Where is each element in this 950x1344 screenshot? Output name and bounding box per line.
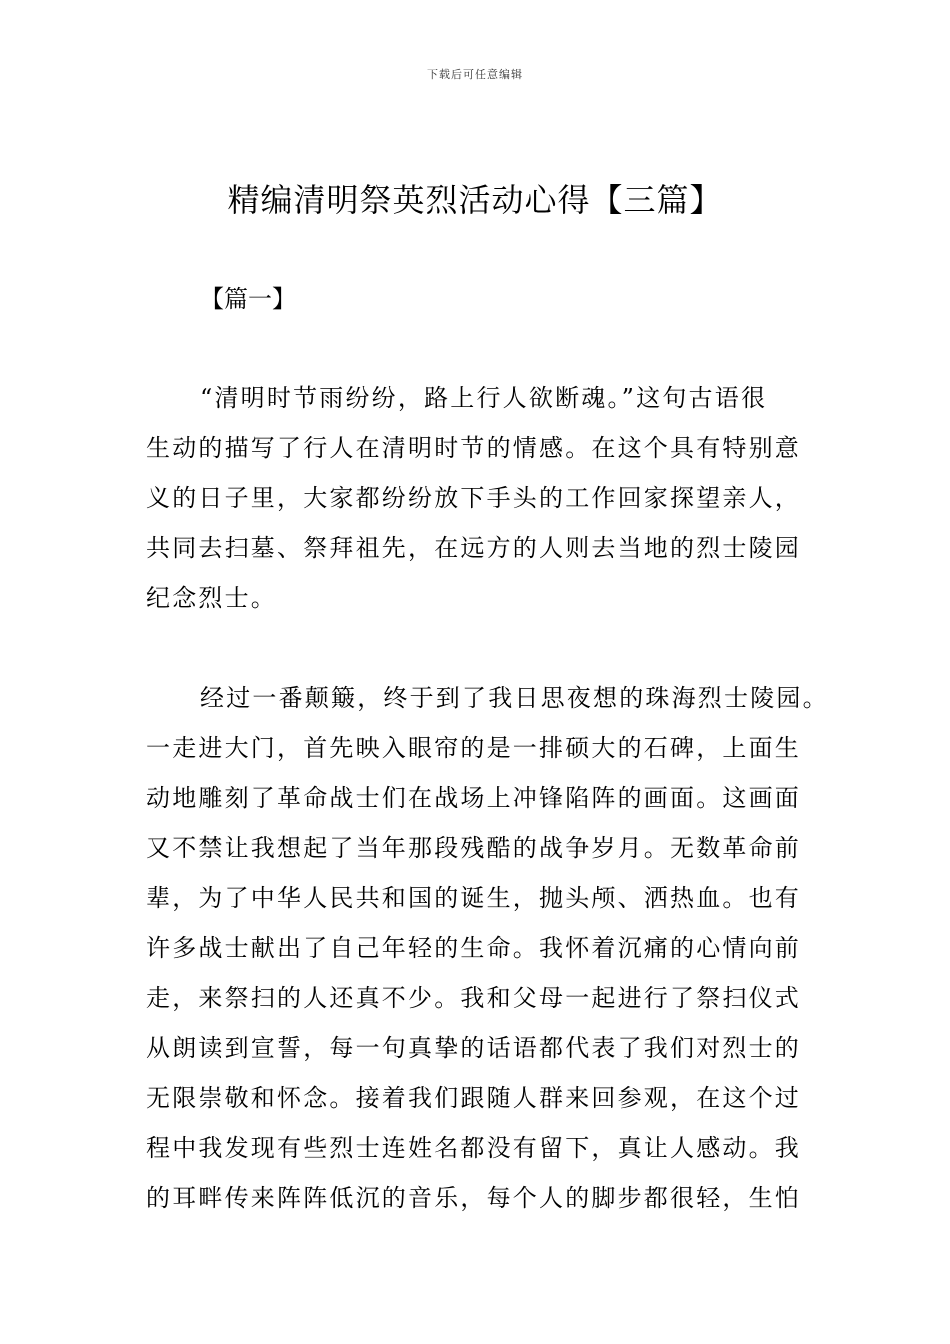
paragraph-line: 许多战士献出了自己年轻的生命。我怀着沉痛的心情向前 bbox=[146, 934, 801, 962]
paragraph-line: 无限崇敬和怀念。接着我们跟随人群来回参观，在这个过 bbox=[146, 1084, 801, 1112]
paragraph-line: 义的日子里，大家都纷纷放下手头的工作回家探望亲人， bbox=[146, 484, 801, 512]
paragraph-1 bbox=[146, 373, 836, 623]
paragraph-line: 又不禁让我想起了当年那段残酷的战争岁月。无数革命前 bbox=[146, 834, 801, 862]
paragraph-line: 经过一番颠簸，终于到了我日思夜想的珠海烈士陵园。 bbox=[200, 684, 829, 712]
paragraph-line: 从朗读到宣誓，每一句真挚的话语都代表了我们对烈士的 bbox=[146, 1034, 801, 1062]
header-note: 下载后可任意编辑 bbox=[427, 68, 523, 81]
paragraph-2 bbox=[146, 673, 836, 1223]
paragraph-line: 辈，为了中华人民共和国的诞生，抛头颅、洒热血。也有 bbox=[146, 884, 801, 912]
paragraph-line: 纪念烈士。 bbox=[146, 584, 277, 612]
paragraph-line: 生动的描写了行人在清明时节的情感。在这个具有特别意 bbox=[146, 434, 801, 462]
paragraph-line: 的耳畔传来阵阵低沉的音乐，每个人的脚步都很轻，生怕 bbox=[146, 1184, 801, 1212]
section-heading: 【篇一】 bbox=[200, 285, 296, 313]
paragraph-line: 一走进大门，首先映入眼帘的是一排硕大的石碑，上面生 bbox=[146, 734, 801, 762]
paragraph-line: 动地雕刻了革命战士们在战场上冲锋陷阵的画面。这画面 bbox=[146, 784, 801, 812]
paragraph-line: “清明时节雨纷纷，路上行人欲断魂。”这句古语很 bbox=[200, 384, 768, 412]
paragraph-line: 走，来祭扫的人还真不少。我和父母一起进行了祭扫仪式 bbox=[146, 984, 801, 1012]
document-title: 精编清明祭英烈活动心得【三篇】 bbox=[227, 181, 723, 219]
paragraph-line: 程中我发现有些烈士连姓名都没有留下，真让人感动。我 bbox=[146, 1134, 801, 1162]
paragraph-line: 共同去扫墓、祭拜祖先，在远方的人则去当地的烈士陵园 bbox=[146, 534, 801, 562]
